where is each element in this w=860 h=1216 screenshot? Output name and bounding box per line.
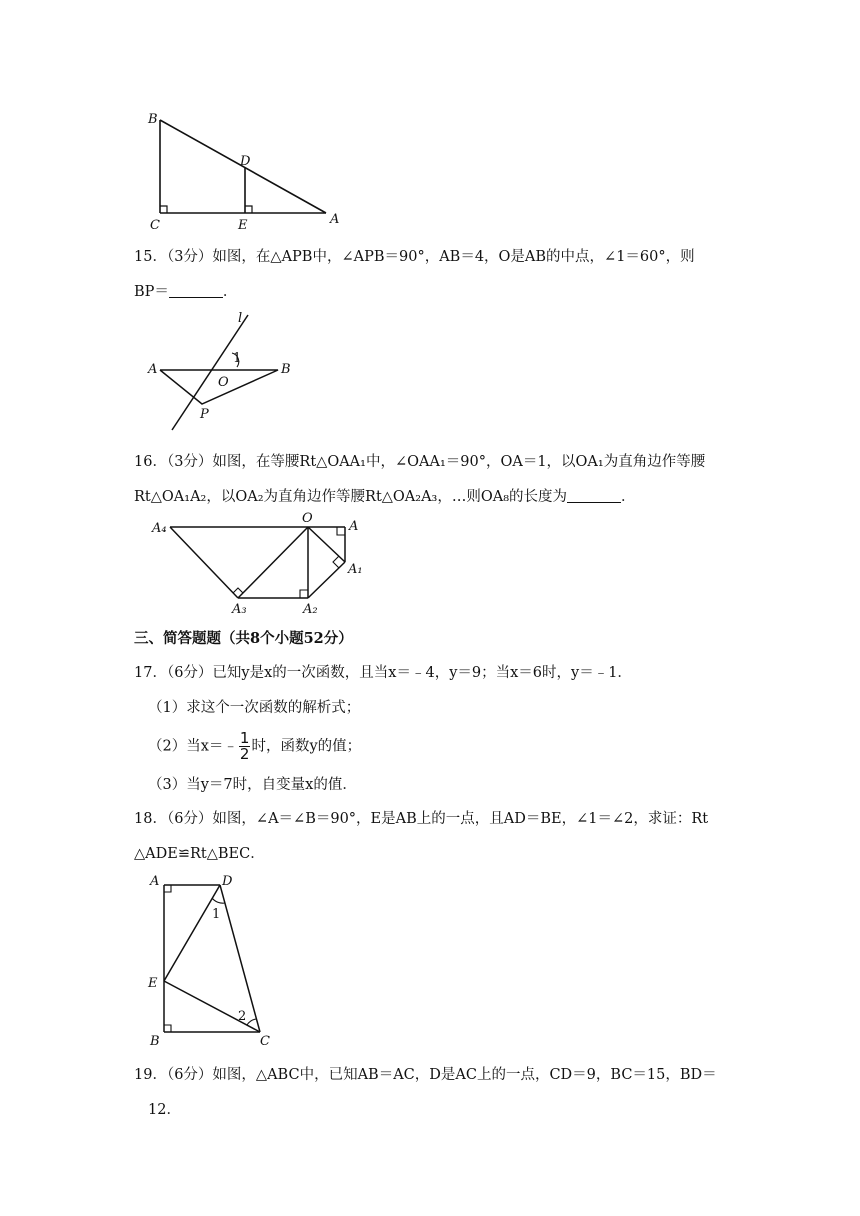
q15-line2 [134, 282, 754, 302]
fraction-one-half [239, 731, 251, 762]
label-b: B [281, 362, 291, 377]
fraction-numerator: 1 [239, 729, 250, 747]
label-a: A [150, 874, 160, 889]
q17-part1: （1）求这个一次函数的解析式； [148, 700, 361, 716]
q17-part2 [148, 731, 768, 762]
section-3-title: 三、简答题题（共8个小题52分） [134, 630, 353, 647]
figure-q15 [140, 310, 310, 435]
answer-blank-q16[interactable] [567, 488, 621, 503]
label-p: P [200, 407, 209, 422]
label-a2: A₂ [303, 602, 318, 617]
q15-line2-text: BP＝ [134, 284, 169, 300]
label-c: C [260, 1034, 270, 1049]
q15-line2-end: ． [222, 284, 238, 300]
q16-line2-text: Rt△OA₁A₂，以OA₂为直角边作等腰Rt△OA₂A₃，…则OA₈的长度为 [134, 489, 568, 505]
label-a1: A₁ [348, 562, 363, 577]
q18-line2: △ADE≌Rt△BEC． [134, 846, 265, 862]
q15-line1: 15．（3分）如图，在△APB中，∠APB＝90°，AB＝4，O是AB的中点，∠1＝60°，则 [134, 249, 695, 265]
label-a: A [349, 519, 359, 534]
label-e: E [238, 218, 248, 233]
fraction-denominator: 2 [239, 745, 250, 763]
label-a: A [148, 362, 158, 377]
q19-line2: 12． [148, 1102, 181, 1118]
q17-stem: 17．（6分）已知y是x的一次函数，且当x＝﹣4，y＝9；当x＝6时，y＝﹣1． [134, 665, 632, 681]
q16-line1: 16．（3分）如图，在等腰Rt△OAA₁中，∠OAA₁＝90°，OA＝1，以OA₁为直角边作等腰 [134, 454, 706, 470]
label-1: 1 [212, 907, 221, 922]
label-1: 1 [233, 351, 242, 366]
label-l: l [238, 311, 243, 326]
label-d: D [240, 154, 251, 169]
label-d: D [222, 874, 233, 889]
label-a: A [330, 212, 340, 227]
label-b: B [148, 112, 158, 127]
label-o: O [302, 511, 313, 526]
figure-q16 [140, 510, 380, 620]
label-b: B [150, 1034, 160, 1049]
q17-part2-pre: （2）当x＝﹣ [148, 738, 238, 755]
label-a4: A₄ [152, 521, 167, 536]
label-o: O [218, 375, 229, 390]
q16-line2-end: ． [621, 489, 636, 505]
answer-blank-q15[interactable] [169, 283, 223, 298]
q17-part3: （3）当y＝7时，自变量x的值． [148, 777, 357, 793]
q17-part2-post: 时，函数y的值； [251, 738, 362, 755]
q19-line1: 19．（6分）如图，△ABC中，已知AB＝AC，D是AC上的一点，CD＝9，BC＝15，BD＝ [134, 1067, 717, 1083]
q18-line1: 18．（6分）如图，∠A＝∠B＝90°，E是AB上的一点，且AD＝BE，∠1＝∠2，求证：Rt [134, 811, 709, 827]
label-c: C [150, 218, 160, 233]
label-2: 2 [238, 1009, 247, 1024]
q16-line2 [134, 487, 754, 507]
label-a3: A₃ [232, 602, 247, 617]
figure-q18 [140, 865, 290, 1055]
figure-q14 [140, 105, 360, 235]
label-e: E [148, 976, 158, 991]
